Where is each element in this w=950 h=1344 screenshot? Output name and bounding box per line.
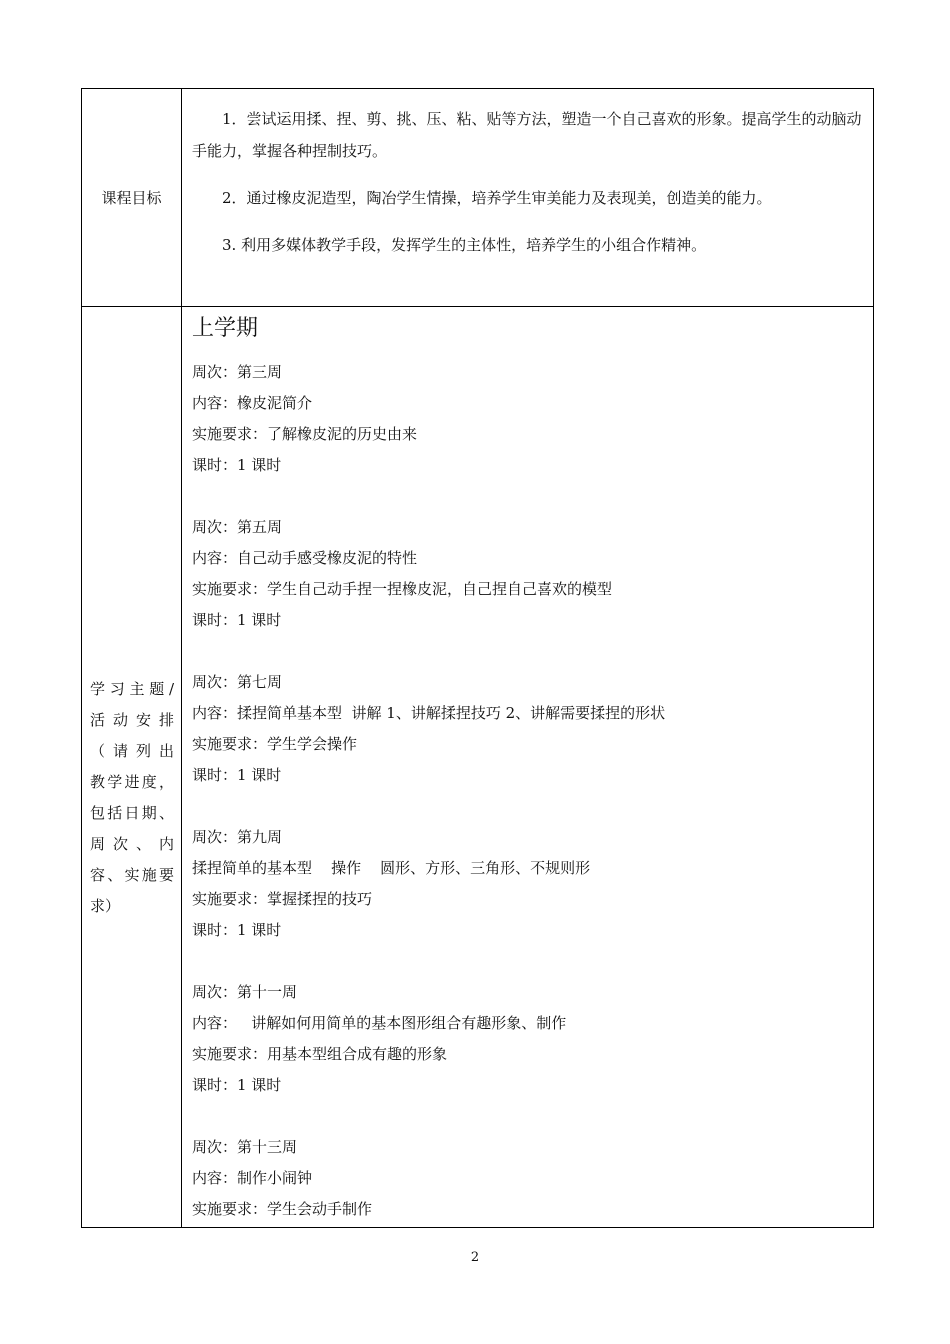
week-block [192, 667, 868, 791]
week-block [192, 357, 868, 481]
schedule-label-line: 求） [90, 897, 121, 915]
week-line: 内容：制作小闹钟 [192, 1169, 313, 1187]
week-block [192, 512, 868, 636]
week-line: 周次：第五周 [192, 518, 283, 536]
week-line: 课时：1 课时 [192, 456, 282, 474]
schedule-label-line: 容、实施要 [90, 866, 174, 884]
schedule-label-line: （请列出 [90, 742, 174, 760]
week-line: 内容：橡皮泥简介 [192, 394, 313, 412]
schedule-label-line: 包括日期、 [90, 804, 174, 822]
schedule-label [90, 674, 174, 922]
week-line: 课时：1 课时 [192, 611, 282, 629]
term-heading: 上学期 [192, 316, 259, 341]
course-goal-label: 课程目标 [101, 189, 162, 207]
week-line: 课时：1 课时 [192, 766, 282, 784]
schedule-label-line: 学习主题/ [90, 680, 174, 698]
week-block [192, 1132, 868, 1225]
week-line: 周次：第三周 [192, 363, 283, 381]
course-goal-item: 3. 利用多媒体教学手段，发挥学生的主体性，培养学生的小组合作精神。 [222, 236, 707, 254]
course-goal-list [192, 103, 868, 261]
week-line: 揉捏简单的基本型 操作 圆形、方形、三角形、不规则形 [192, 859, 591, 877]
week-line: 实施要求：学生会动手制作 [192, 1200, 373, 1218]
schedule-label-line: 活动安排 [90, 711, 174, 729]
schedule-label-line: 教学进度， [90, 773, 174, 791]
page-number: 2 [470, 1250, 480, 1265]
week-line: 实施要求：学生自己动手捏一捏橡皮泥，自己捏自己喜欢的模型 [192, 580, 613, 598]
plan-table [81, 88, 874, 1228]
week-line: 实施要求：用基本型组合成有趣的形象 [192, 1045, 448, 1063]
week-line: 周次：第十三周 [192, 1138, 298, 1156]
week-block [192, 977, 868, 1101]
schedule-label-line: 周次、内 [90, 835, 174, 853]
week-line: 课时：1 课时 [192, 1076, 282, 1094]
week-line: 内容：自己动手感受橡皮泥的特性 [192, 549, 418, 567]
week-block [192, 822, 868, 946]
course-goal-item: 1．尝试运用揉、捏、剪、挑、压、粘、贴等方法，塑造一个自己喜欢的形象。提高学生的动脑动手能力，掌握各种捏制技巧。 [192, 110, 862, 160]
week-line: 内容： 讲解如何用简单的基本图形组合有趣形象、制作 [192, 1014, 567, 1032]
week-line: 周次：第十一周 [192, 983, 298, 1001]
course-goal-item: 2．通过橡皮泥造型，陶冶学生情操，培养学生审美能力及表现美，创造美的能力。 [222, 189, 772, 207]
schedule-content [192, 309, 868, 1225]
week-line: 实施要求：掌握揉捏的技巧 [192, 890, 373, 908]
week-line: 课时：1 课时 [192, 921, 282, 939]
course-goal-row [82, 89, 873, 307]
week-line: 周次：第九周 [192, 828, 283, 846]
week-line: 内容：揉捏简单基本型 讲解 1、讲解揉捏技巧 2、讲解需要揉捏的形状 [192, 704, 666, 722]
week-line: 周次：第七周 [192, 673, 283, 691]
week-line: 实施要求：学生学会操作 [192, 735, 358, 753]
week-line: 实施要求：了解橡皮泥的历史由来 [192, 425, 418, 443]
